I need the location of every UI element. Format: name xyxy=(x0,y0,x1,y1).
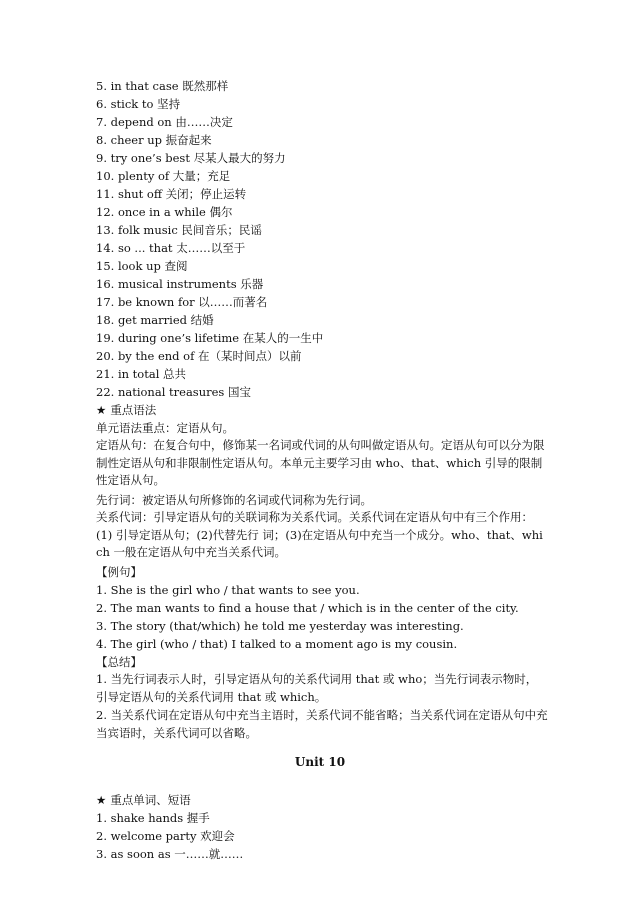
vocab-item: 5. in that case 既然那样 xyxy=(96,79,229,93)
vocab-item: 1. shake hands 握手 xyxy=(96,811,210,825)
vocab-item: 18. get married 结婚 xyxy=(96,313,214,327)
grammar-heading-text: 重点语法 xyxy=(110,403,157,417)
example-sentence: 4. The girl (who / that) I talked to a moment ago is my cousin. xyxy=(96,637,458,651)
vocab-item: 2. welcome party 欢迎会 xyxy=(96,829,235,843)
vocab-item: 22. national treasures 国宝 xyxy=(96,385,251,399)
grammar-relative-pronoun: 关系代词：引导定语从句的关联词称为关系代词。关系代词在定语从句中有三个作用：(1) 引导定语从句；(2)代替先行 词；(3)在定语从句中充当一个成分。who、that、which 一般在定语从句中充当关系代词。 xyxy=(96,510,543,559)
vocab-item: 17. be known for 以……而著名 xyxy=(96,295,268,309)
examples-heading: 【例句】 xyxy=(96,565,142,579)
grammar-heading xyxy=(96,401,550,419)
star-icon: ★ xyxy=(96,403,107,417)
vocab-item: 3. as soon as 一……就…… xyxy=(96,847,244,861)
vocab-item: 21. in total 总共 xyxy=(96,367,187,381)
example-sentence: 2. The man wants to find a house that / which is in the center of the city. xyxy=(96,601,519,615)
vocab-item: 8. cheer up 振奋起来 xyxy=(96,133,212,147)
vocab-item: 11. shut off 关闭；停止运转 xyxy=(96,187,247,201)
vocab-item: 6. stick to 坚持 xyxy=(96,97,181,111)
vocab-item: 19. during one’s lifetime 在某人的一生中 xyxy=(96,331,324,345)
vocab-item: 14. so ... that 太……以至于 xyxy=(96,241,246,255)
vocab-item: 7. depend on 由……决定 xyxy=(96,115,233,129)
vocab-item: 16. musical instruments 乐器 xyxy=(96,277,264,291)
vocab-item: 12. once in a while 偶尔 xyxy=(96,205,233,219)
summary-heading: 【总结】 xyxy=(96,655,142,669)
example-sentence: 3. The story (that/which) he told me yesterday was interesting. xyxy=(96,619,464,633)
summary-point: 2. 当关系代词在定语从句中充当主语时，关系代词不能省略；当关系代词在定语从句中充当宾语时，关系代词可以省略。 xyxy=(96,708,548,740)
unit-vocab-heading xyxy=(96,791,550,809)
unit-title: Unit 10 xyxy=(294,755,346,769)
vocab-item: 9. try one’s best 尽某人最大的努力 xyxy=(96,151,286,165)
grammar-antecedent: 先行词：被定语从句所修饰的名词或代词称为先行词。 xyxy=(96,493,372,507)
grammar-unit-focus: 单元语法重点：定语从句。 xyxy=(96,421,234,435)
example-sentence: 1. She is the girl who / that wants to see you. xyxy=(96,583,360,597)
unit-vocab-heading-text: 重点单词、短语 xyxy=(110,793,191,807)
vocab-item: 15. look up 查阅 xyxy=(96,259,188,273)
star-icon: ★ xyxy=(96,793,107,807)
vocab-item: 10. plenty of 大量；充足 xyxy=(96,169,231,183)
vocab-item: 13. folk music 民间音乐；民谣 xyxy=(96,223,262,237)
summary-point: 1. 当先行词表示人时，引导定语从句的关系代词用 that 或 who；当先行词表示物时，引导定语从句的关系代词用 that 或 which。 xyxy=(96,672,538,704)
vocab-item: 20. by the end of 在（某时间点）以前 xyxy=(96,349,302,363)
grammar-definition: 定语从句：在复合句中，修饰某一名词或代词的从句叫做定语从句。定语从句可以分为限制性定语从句和非限制性定语从句。本单元主要学习由 who、that、which 引导的限制性定语从句。 xyxy=(96,438,545,487)
